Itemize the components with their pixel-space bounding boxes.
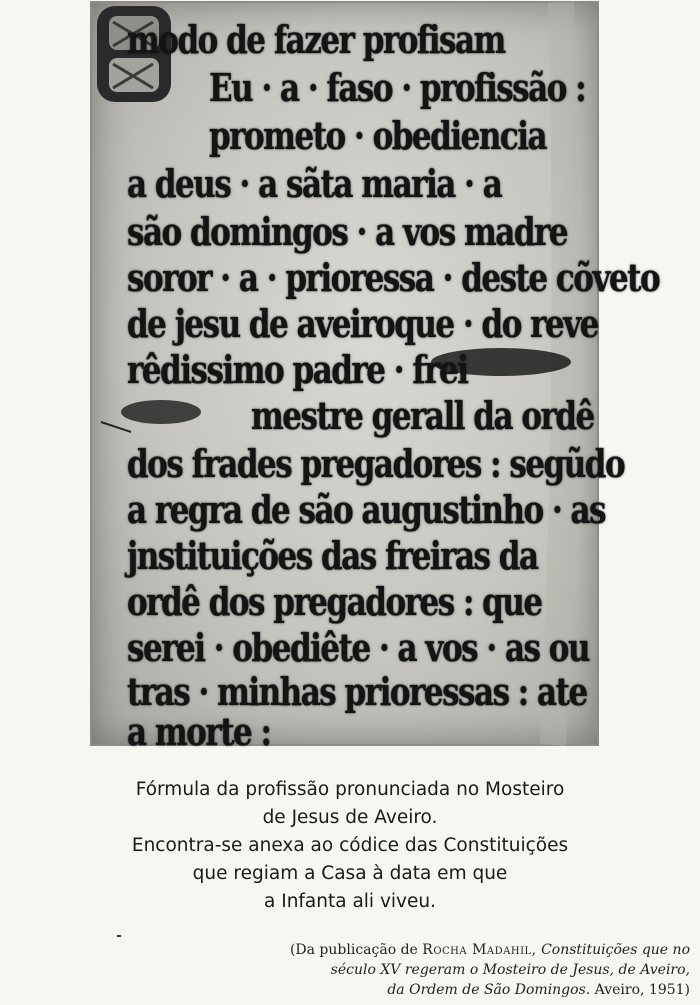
manuscript-line-8: rêdissimo padre · frei [127, 348, 468, 393]
caption-line-1: Fórmula da profissão pronunciada no Mosteiro [135, 779, 565, 800]
manuscript-photograph [91, 2, 660, 755]
manuscript-line-2: Eu · a · faso · profissão : [209, 66, 586, 111]
manuscript-line-7: de jesu de aveiroque · do reve [127, 302, 598, 347]
caption-line-5: a Infanta ali viveu. [264, 891, 436, 912]
manuscript-line-1: modo de fazer profisam [127, 18, 505, 63]
source-citation [150, 940, 690, 1000]
citation-open: (Da publicação de [289, 942, 418, 958]
caption-line-2: de Jesus de Aveiro. [262, 807, 438, 828]
manuscript-line-10: dos frades pregadores : segũdo [127, 442, 625, 487]
margin-mark [117, 935, 121, 937]
manuscript-line-11: a regra de são augustinho · as [127, 488, 606, 533]
manuscript-line-14: serei · obediête · a vos · as ou [127, 626, 590, 671]
citation-title-1: Constituições que no [541, 942, 690, 958]
caption-line-4: que regiam a Casa à data em que [192, 863, 508, 884]
manuscript-line-4: a deus · a sãta maria · a [127, 162, 502, 207]
citation-line-3 [150, 980, 690, 1000]
manuscript-line-3: prometo · obediencia [209, 114, 547, 159]
citation-place-year: Aveiro, 1951) [594, 982, 690, 998]
manuscript-line-6: soror · a · prioressa · deste cõveto [127, 256, 660, 301]
citation-line-1 [150, 940, 690, 960]
citation-title-3: da Ordem de São Domingos. [387, 982, 591, 998]
manuscript-line-12: jnstituições das freiras da [127, 534, 538, 579]
manuscript-line-9: mestre gerall da ordê [251, 394, 594, 439]
citation-title-2: século XV regeram o Mosteiro de Jesus, de Aveiro, [330, 962, 690, 978]
manuscript-line-5: são domingos · a vos madre [127, 210, 568, 255]
citation-author: Rocha Madahil, [422, 942, 537, 958]
caption-line-3: Encontra-se anexa ao códice das Constituições [131, 835, 569, 856]
manuscript-line-13: ordê dos pregadores : que [127, 580, 542, 625]
figure-caption [40, 776, 660, 916]
manuscript-line-16: a morte : [127, 710, 271, 755]
manuscript-line-15: tras · minhas prioressas : ate [127, 670, 587, 715]
